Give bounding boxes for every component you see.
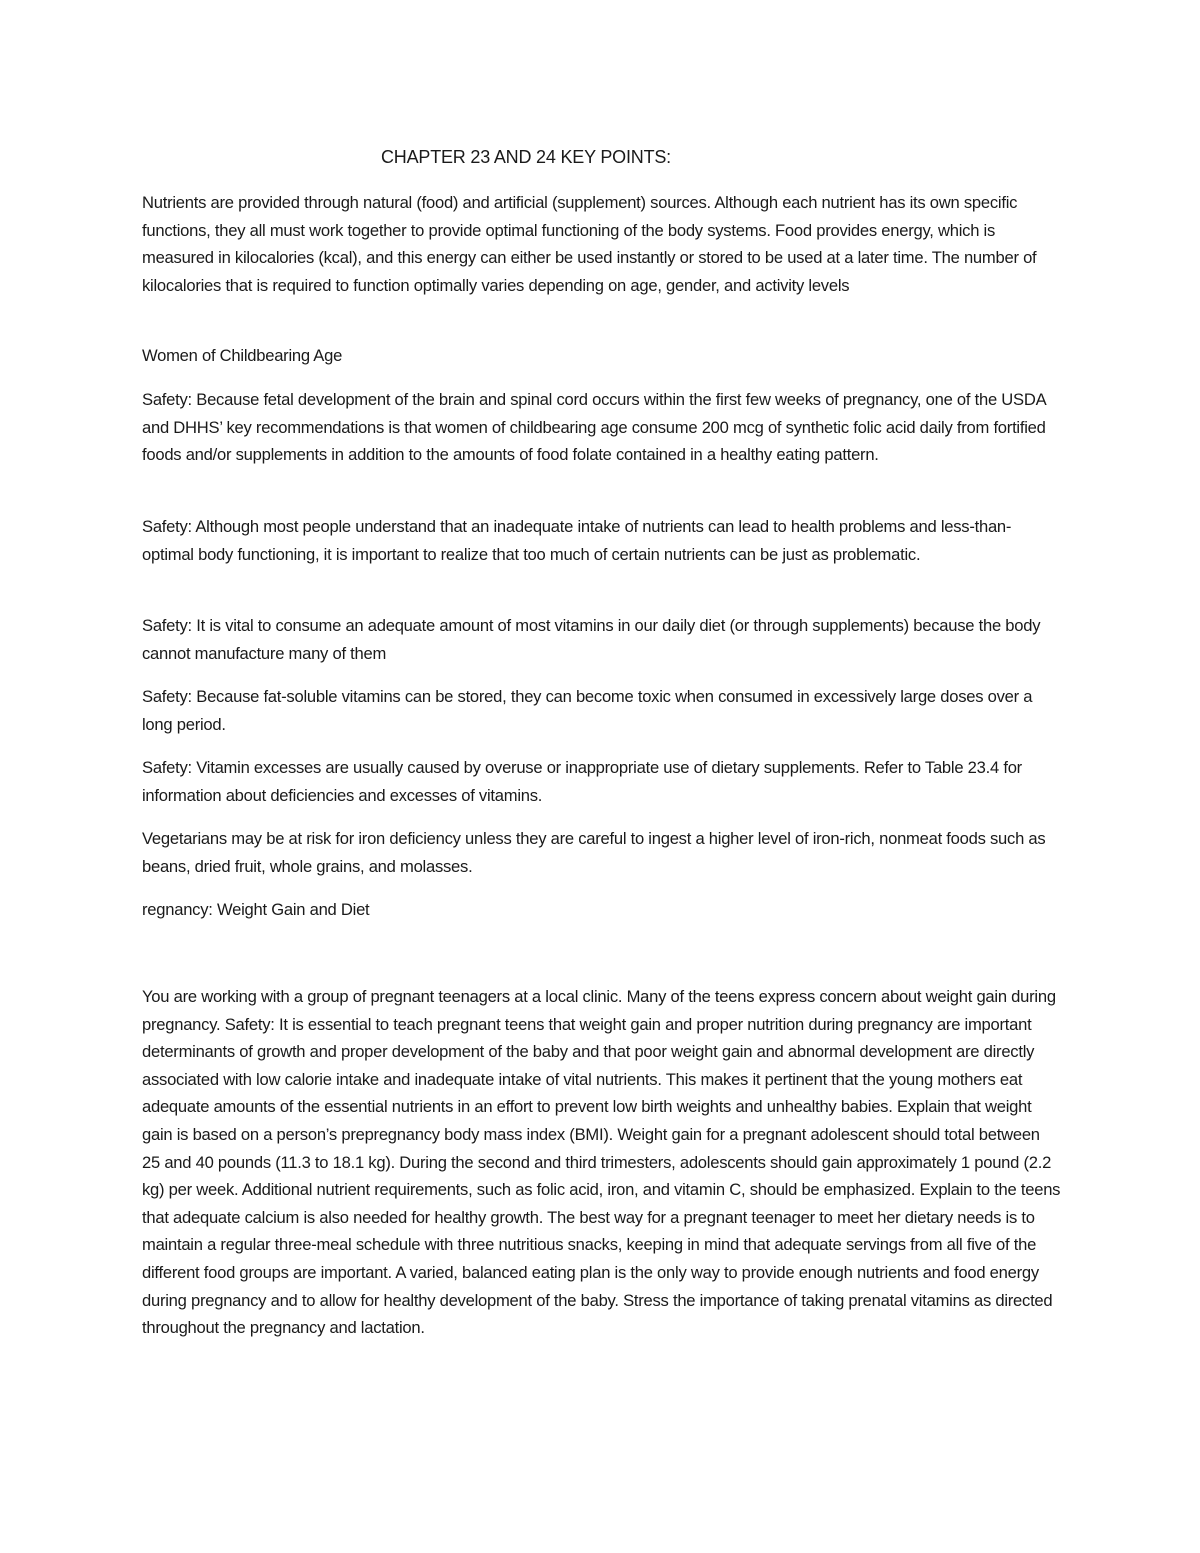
- safety-vitamin-intake-paragraph: Safety: It is vital to consume an adequate amount of most vitamins in our daily diet (or through supplements) because the body cannot manufacture many of them: [142, 616, 1041, 663]
- section-heading-pregnancy-weight-gain: regnancy: Weight Gain and Diet: [142, 900, 370, 919]
- intro-paragraph: Nutrients are provided through natural (food) and artificial (supplement) sources. Although each nutrient has its own specific functions, they all must work together to provide optimal functioning of the body systems. Food provides energy, which is measured in kilocalories (kcal), and this energy can either be used instantly or stored to be used at a later time. The number of kilocalories that is required to function optimally varies depending on age, gender, and activity levels: [142, 193, 1037, 295]
- section-heading-women-childbearing-age: Women of Childbearing Age: [142, 346, 343, 365]
- safety-folic-acid-paragraph: Safety: Because fetal development of the brain and spinal cord occurs within the first few weeks of pregnancy, one of the USDA and DHHS’ key recommendations is that women of childbearing age consume 200 mcg of synthetic folic acid daily from fortified foods and/or supplements in addition to the amounts of food folate contained in a healthy eating pattern.: [142, 390, 1046, 465]
- page-title: CHAPTER 23 AND 24 KEY POINTS:: [381, 147, 671, 167]
- safety-fat-soluble-paragraph: Safety: Because fat-soluble vitamins can be stored, they can become toxic when consumed in excessively large doses over a long period.: [142, 687, 1033, 734]
- vegetarian-iron-paragraph: Vegetarians may be at risk for iron deficiency unless they are careful to ingest a higher level of iron-rich, nonmeat foods such as beans, dried fruit, whole grains, and molasses.: [142, 829, 1046, 876]
- pregnant-teens-paragraph: You are working with a group of pregnant teenagers at a local clinic. Many of the teens express concern about weight gain during pregnancy. Safety: It is essential to teach pregnant teens that weight gain and proper nutrition during pregnancy are important determinants of growth and proper development of the baby and that poor weight gain and abnormal development are directly associated with low calorie intake and inadequate intake of vital nutrients. This makes it pertinent that the young mothers eat adequate amounts of the essential nutrients in an effort to prevent low birth weights and unhealthy babies. Explain that weight gain is based on a person’s prepregnancy body mass index (BMI). Weight gain for a pregnant adolescent should total between 25 and 40 pounds (11.3 to 18.1 kg). During the second and third trimesters, adolescents should gain approximately 1 pound (2.2 kg) per week. Additional nutrient requirements, such as folic acid, iron, and vitamin C, should be emphasized. Explain to the teens that adequate calcium is also needed for healthy growth. The best way for a pregnant teenager to meet her dietary needs is to maintain a regular three-meal schedule with three nutritious snacks, keeping in mind that adequate servings from all five of the different food groups are important. A varied, balanced eating plan is the only way to provide enough nutrients and food energy during pregnancy and to allow for healthy development of the baby. Stress the importance of taking prenatal vitamins as directed throughout the pregnancy and lactation.: [142, 987, 1061, 1338]
- safety-vitamin-excess-paragraph: Safety: Vitamin excesses are usually caused by overuse or inappropriate use of dietary supplements. Refer to Table 23.4 for information about deficiencies and excesses of vitamins.: [142, 758, 1022, 805]
- safety-nutrient-excess-paragraph: Safety: Although most people understand that an inadequate intake of nutrients can lead to health problems and less-than-optimal body functioning, it is important to realize that too much of certain nutrients can be just as problematic.: [142, 517, 1012, 564]
